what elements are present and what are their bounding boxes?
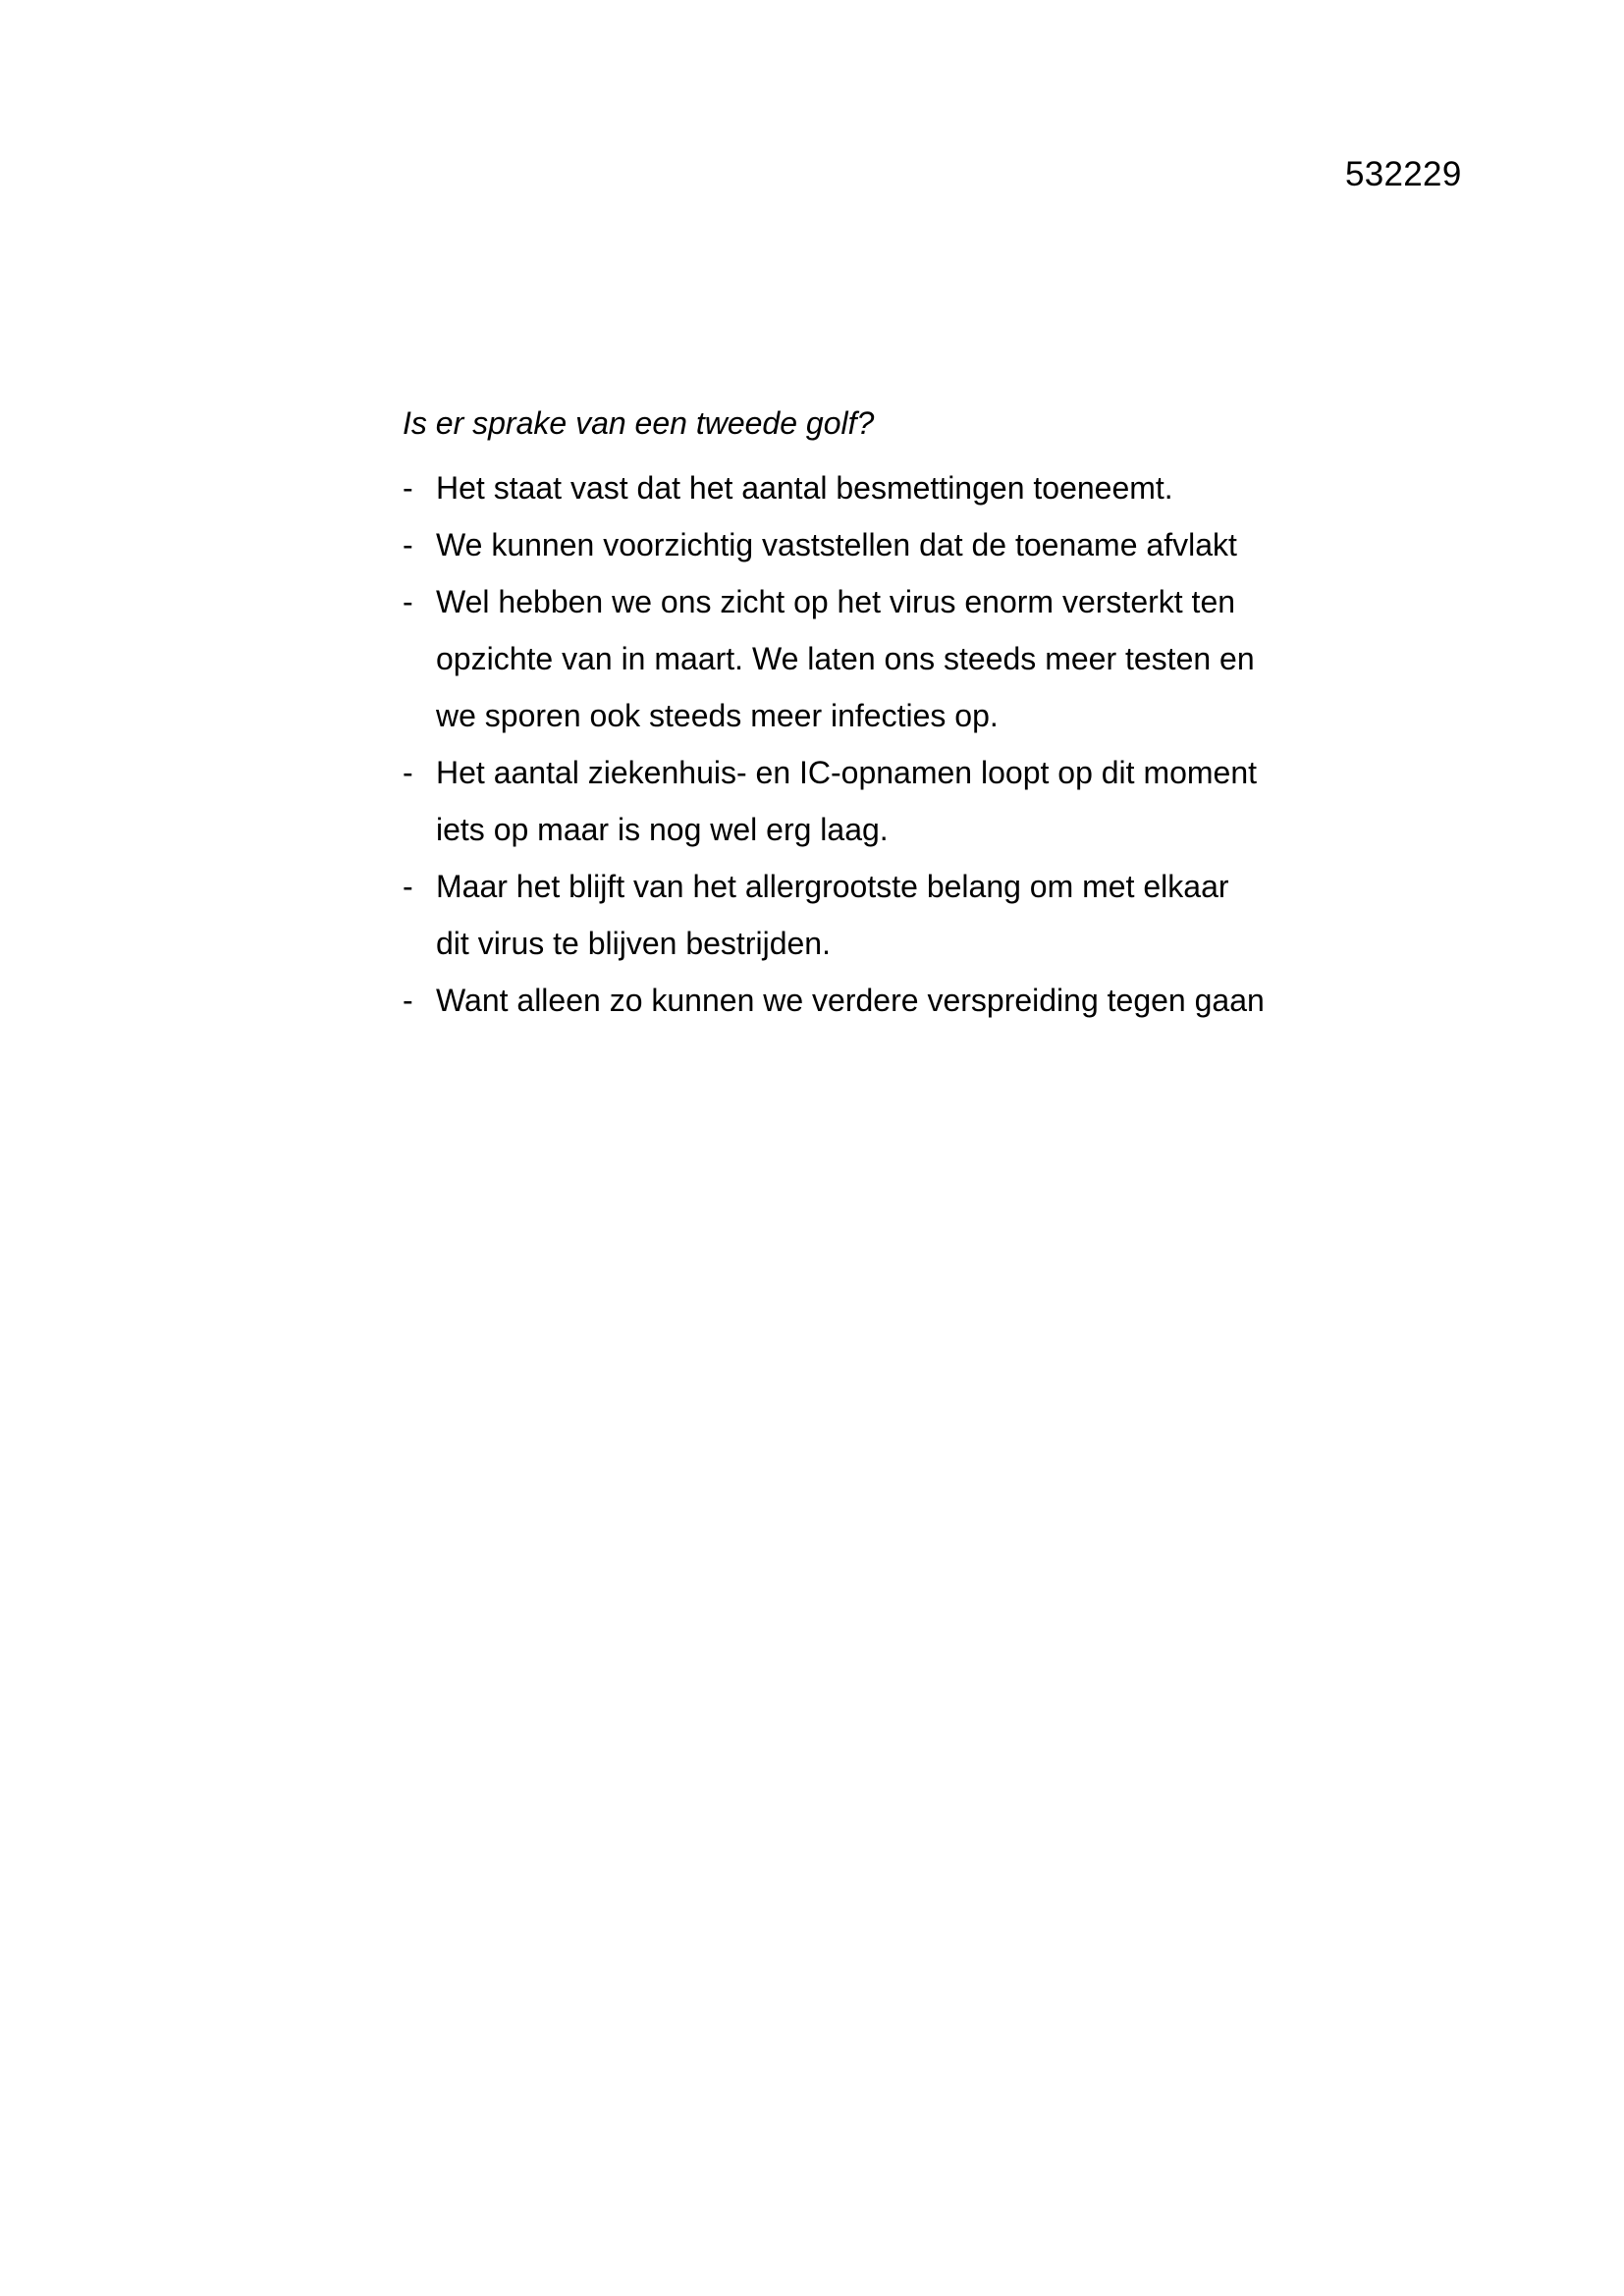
bullet-marker: - xyxy=(403,983,413,1018)
list-item-text: We kunnen voorzichtig vaststellen dat de toename afvlakt xyxy=(436,527,1237,562)
bullet-marker: - xyxy=(403,470,413,506)
bullet-marker: - xyxy=(403,869,413,904)
list-item-text: Wel hebben we ons zicht op het virus enorm versterkt ten opzichte van in maart. We laten ons steeds meer testen en we sporen ook steeds meer infecties op. xyxy=(436,584,1255,733)
bullet-marker: - xyxy=(403,755,413,790)
document-number: 532229 xyxy=(1345,155,1462,193)
document-body xyxy=(403,402,1267,1029)
section-heading: Is er sprake van een tweede golf? xyxy=(403,405,875,441)
list-item xyxy=(403,516,1267,573)
list-item-text: Want alleen zo kunnen we verdere verspreiding tegen gaan xyxy=(436,983,1265,1018)
bullet-marker: - xyxy=(403,527,413,562)
list-item-text: Het aantal ziekenhuis- en IC-opnamen loopt op dit moment iets op maar is nog wel erg laag. xyxy=(436,755,1258,847)
list-item xyxy=(403,972,1267,1029)
list-item xyxy=(403,858,1267,972)
bullet-list xyxy=(403,459,1267,1029)
bullet-marker: - xyxy=(403,584,413,619)
list-item xyxy=(403,573,1267,744)
list-item xyxy=(403,744,1267,858)
list-item xyxy=(403,459,1267,516)
list-item-text: Het staat vast dat het aantal besmettingen toeneemt. xyxy=(436,470,1173,506)
list-item-text: Maar het blijft van het allergrootste belang om met elkaar dit virus te blijven bestrijden. xyxy=(436,869,1229,961)
